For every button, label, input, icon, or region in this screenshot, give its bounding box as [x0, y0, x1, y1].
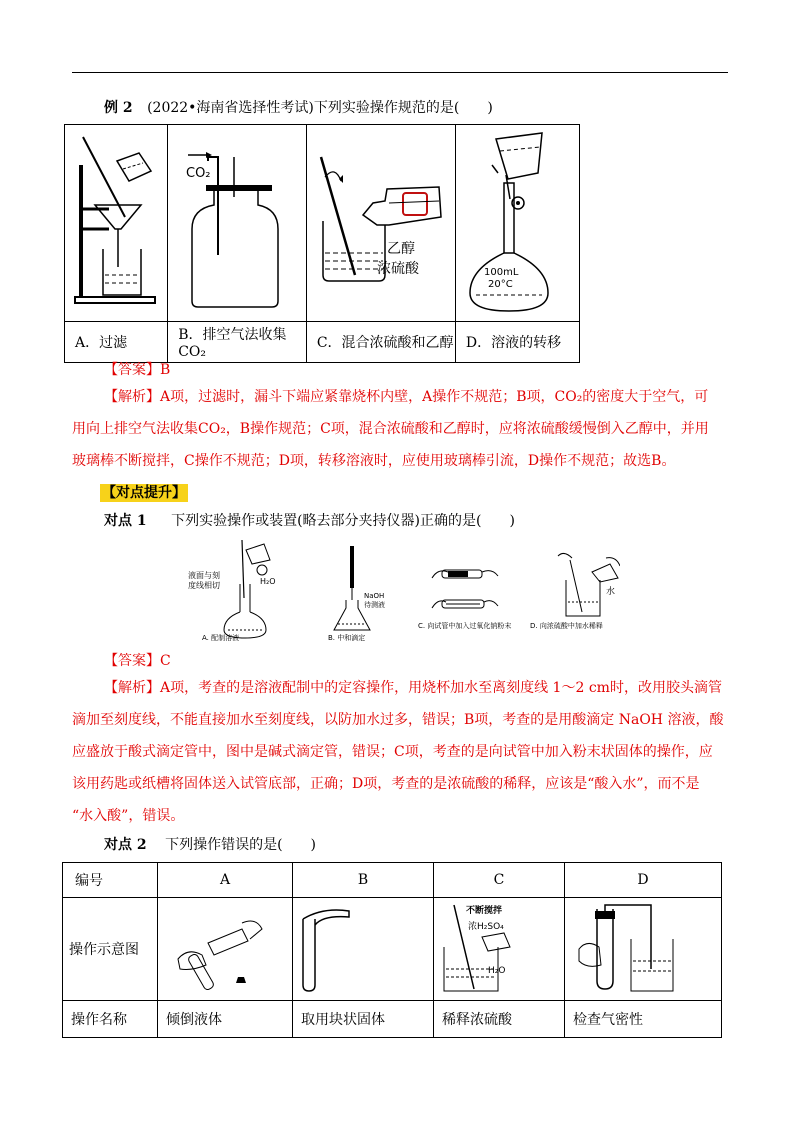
practice-1-a-h2o: H₂O	[260, 577, 276, 586]
practice-1-a-note-1: 液面与刻	[188, 571, 220, 580]
header-rule	[72, 72, 728, 73]
section-title: 【对点提升】	[102, 485, 186, 501]
diagram-d-airtightness	[565, 898, 722, 1001]
figure-b-gas-collection	[168, 125, 307, 322]
practice-2-table	[62, 862, 722, 1038]
operation-name-b: 取用块状固体	[293, 1001, 434, 1038]
diagram-c-dilute-acid	[434, 898, 565, 1001]
practice-1-analysis-line-4: 该用药匙或纸槽将固体送入试管底部，正确；D项，考查的是浓硫酸的稀释，应该是“酸入水”，而不是	[72, 776, 700, 792]
practice-1-a-note-2: 度线相切	[188, 581, 220, 590]
practice-2-label: 对点 2	[104, 837, 147, 853]
example-2-label: 例 2	[104, 100, 133, 116]
practice-1-a-caption: A. 配制溶液	[202, 634, 240, 642]
example-2-question	[104, 98, 493, 118]
diagram-a-pour-liquid	[158, 898, 293, 1001]
practice-1-b-note-2: 待测液	[364, 601, 385, 609]
practice-1-figures	[180, 538, 620, 644]
practice-1-figure-b	[328, 546, 385, 642]
option-d-label: D．溶液的转移	[455, 322, 579, 363]
table-header-a: A	[158, 863, 293, 898]
diagram-b-solid-transfer	[293, 898, 434, 1001]
practice-2-c-stir-label: 不断搅拌	[466, 906, 503, 916]
practice-1-b-note-1: NaOH	[364, 592, 385, 600]
example-2-text: (2022•海南省选择性考试)下列实验操作规范的是( )	[147, 100, 493, 116]
flask-volume-label: 100mL	[483, 267, 519, 278]
operation-name-a: 倾倒液体	[158, 1001, 293, 1038]
practice-1-figure-c	[418, 570, 511, 630]
operation-name-c: 稀释浓硫酸	[434, 1001, 565, 1038]
acid-label: 浓硫酸	[376, 261, 419, 277]
practice-1-analysis-line-3: 应盛放于酸式滴定管中，图中是碱式滴定管，错误；C项，考查的是向试管中加入粉末状固体的操作，应	[72, 744, 713, 760]
practice-1-d-water: 水	[606, 587, 616, 597]
example-2-analysis-line-2: 用向上排空气法收集CO₂，B操作规范；C项，混合浓硫酸和乙醇时，应将浓硫酸缓慢倒入乙醇中，并用	[72, 421, 709, 437]
practice-1-text: 下列实验操作或装置(略去部分夹持仪器)正确的是( )	[171, 513, 515, 529]
practice-1-analysis-line-1: 【解析】A项，考查的是溶液配制中的定容操作，用烧杯加水至离刻度线 1～2 cm时，改用胶头滴管	[104, 680, 722, 696]
practice-2-c-acid-label: 浓H₂SO₄	[468, 922, 504, 932]
row-label-diagram: 操作示意图	[63, 898, 158, 1001]
practice-1-b-caption: B. 中和滴定	[328, 634, 366, 642]
practice-2-question	[104, 835, 316, 855]
example-2-analysis-line-3: 玻璃棒不断搅拌，C操作不规范；D项，转移溶液时，应使用玻璃棒引流，D操作不规范；故选B。	[72, 453, 676, 469]
figure-d-solution-transfer	[455, 125, 579, 322]
example-2-answer: 【答案】B	[104, 362, 171, 378]
co2-label: CO₂	[186, 166, 211, 181]
figure-a-filtration	[65, 125, 168, 322]
practice-1-analysis-line-5: “水入酸”，错误。	[72, 808, 185, 824]
section-heading	[100, 483, 188, 503]
practice-1-question	[104, 511, 515, 531]
practice-1-answer: 【答案】C	[104, 653, 171, 669]
practice-2-c-h2o-label: H₂O	[488, 966, 506, 976]
table-header-b: B	[293, 863, 434, 898]
practice-1-figure-a	[188, 540, 276, 642]
practice-1-figure-d	[530, 553, 620, 630]
example-2-figure-table	[64, 124, 580, 363]
figure-c-mixing-acid-ethanol	[306, 125, 455, 322]
practice-1-c-caption: C. 向试管中加入过氧化钠粉末	[418, 622, 512, 630]
option-b-label: B．排空气法收集CO₂	[168, 322, 307, 363]
ethanol-label: 乙醇	[386, 241, 415, 257]
option-c-label: C．混合浓硫酸和乙醇	[306, 322, 455, 363]
practice-1-d-caption: D. 向浓硫酸中加水稀释	[530, 622, 603, 630]
table-header-c: C	[434, 863, 565, 898]
row-label-operation: 操作名称	[63, 1001, 158, 1038]
practice-2-text: 下列操作错误的是( )	[165, 837, 317, 853]
operation-name-d: 检查气密性	[565, 1001, 722, 1038]
flask-temp-label: 20°C	[487, 279, 513, 290]
practice-1-label: 对点 1	[104, 513, 147, 529]
option-a-label: A．过滤	[65, 322, 168, 363]
table-header-number: 编号	[63, 863, 158, 898]
practice-1-analysis-line-2: 滴加至刻度线，不能直接加水至刻度线，以防加水过多，错误；B项，考查的是用酸滴定 NaOH 溶液，酸	[72, 712, 724, 728]
table-header-d: D	[565, 863, 722, 898]
example-2-analysis-line-1: 【解析】A项，过滤时，漏斗下端应紧靠烧杯内壁，A操作不规范；B项，CO₂的密度大于空气，可	[104, 389, 709, 405]
